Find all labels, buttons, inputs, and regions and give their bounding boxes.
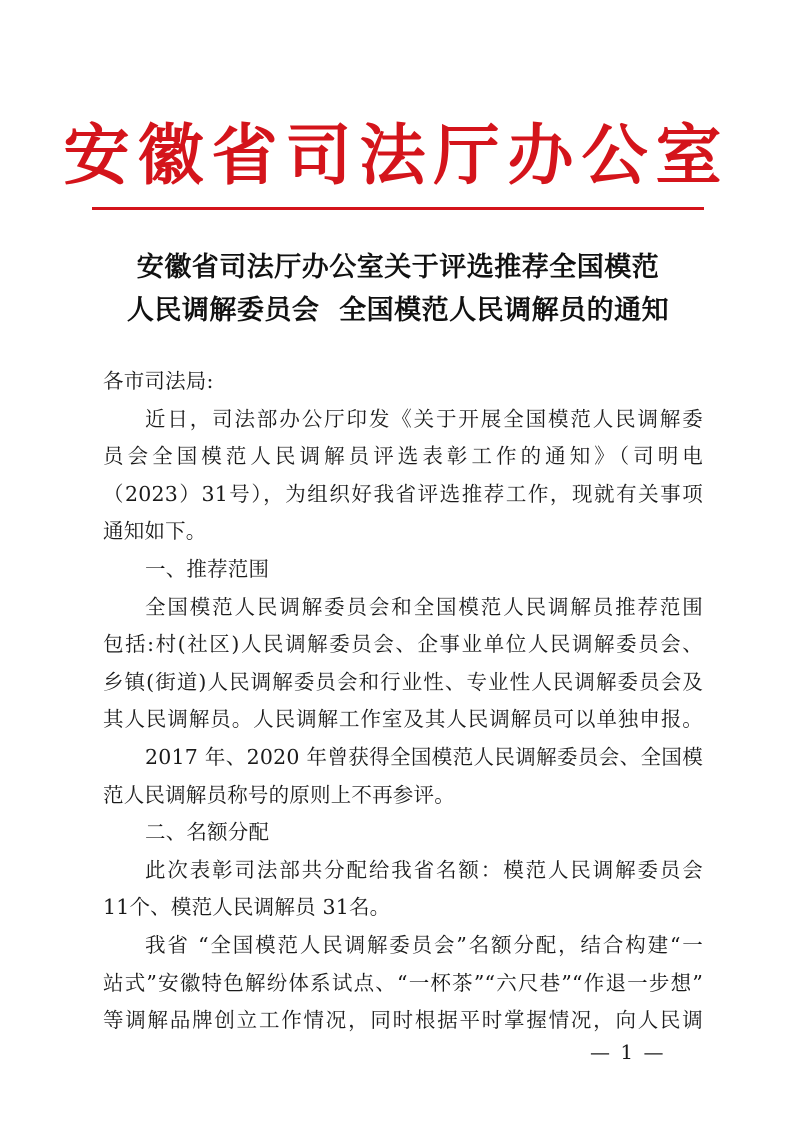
document-body <box>103 363 703 1040</box>
title-line-1: 安徽省司法厅办公室关于评选推荐全国模范 <box>136 252 660 283</box>
salutation: 各市司法局: <box>103 369 214 393</box>
paragraph-intro: 近日，司法部办公厅印发《关于开展全国模范人民调解委 员会全国模范人民调解员评选表彰工作的通知》（司明电 （2023）31号），为组织好我省评选推荐工作，现就有关事项 通知如下。 <box>103 406 703 544</box>
section-heading-quota: 二、名额分配 <box>145 820 270 845</box>
red-divider-line <box>92 207 704 210</box>
paragraph-scope: 全国模范人民调解委员会和全国模范人民调解员推荐范围 包括:村(社区)人民调解委员会、企事业单位人民调解委员会、 乡镇(街道)人民调解委员会和行业性、专业性人民调解委员会及 其人民调解员。人民调解工作室及其人民调解员可以单独申报。 <box>103 594 703 732</box>
section-heading-scope: 一、推荐范围 <box>145 556 270 581</box>
masthead-org-name: 安徽省司法厅办公室 <box>63 116 730 194</box>
document-title <box>88 246 708 332</box>
title-line-2: 人民调解委员会 全国模范人民调解员的通知 <box>126 295 670 326</box>
page-number: — 1 — <box>590 1040 666 1064</box>
paragraph-exclusion: 2017 年、2020 年曾获得全国模范人民调解委员会、全国模 范人民调解员称号的原则上不再参评。 <box>103 744 703 807</box>
paragraph-allocation: 我省 “全国模范人民调解委员会”名额分配，结合构建“一 站式”安徽特色解纷体系试点、“一杯茶”“六尺巷”“作退一步想” 等调解品牌创立工作情况，同时根据平时掌握情况，向人民调 <box>103 932 703 1033</box>
paragraph-quota: 此次表彰司法部共分配给我省名额：模范人民调解委员会 11个、模范人民调解员 31名。 <box>103 857 703 920</box>
